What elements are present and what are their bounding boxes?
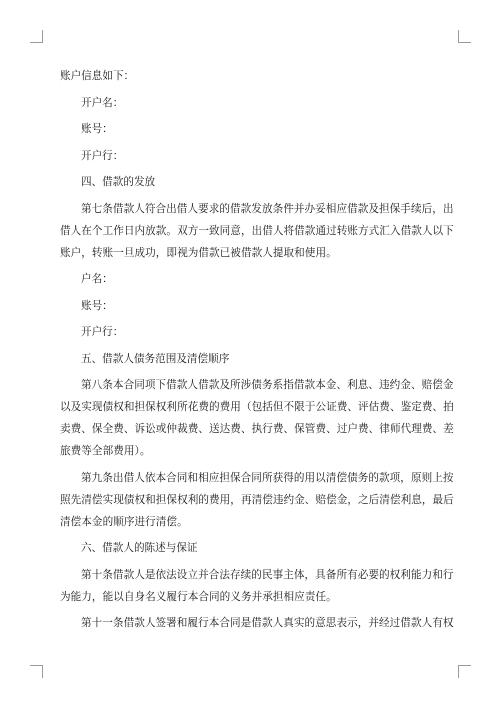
account2-name-label: 户名： [81, 273, 113, 285]
crop-mark-bottom-right [458, 665, 471, 678]
article10-line: 第十条借款人是依法设立并合法存续的民事主体，具备所有必要的权利能力和行 [81, 568, 454, 581]
account2-bank-label: 开户行： [81, 326, 124, 338]
article11-paragraph [60, 615, 454, 632]
crop-mark-top-right [458, 30, 471, 43]
article8-line: 旅费等全部费用）。 [60, 445, 151, 457]
article7-line: 第七条借款人符合出借人要求的借款发放条件并办妥相应借款及担保手续后，出 [81, 202, 454, 215]
article7-line: 账户，转账一旦成功，即视为借款已被借款人提取和使用。 [60, 246, 337, 259]
article7-line: 借人在个工作日内放款。双方一致同意，出借人将借款通过转账方式汇入借款人以下 [60, 224, 454, 237]
account1-bank-label: 开户行： [81, 149, 124, 162]
article8-paragraph [60, 377, 454, 460]
article9-line: 第九条出借人依本合同和相应担保合同所获得的用以清偿债务的款项，原则上按 [81, 471, 454, 484]
article7-paragraph [60, 201, 454, 262]
document-body [60, 68, 454, 632]
article11-line: 第十一条借款人签署和履行本合同是借款人真实的意思表示，并经过借款人有权 [81, 617, 454, 629]
article8-line: 以及实现债权和担保权利所花费的费用（包括但不限于公证费、评估费、鉴定费、拍 [60, 401, 454, 413]
section6-title: 六、借款人的陈述与保证 [81, 542, 198, 554]
article10-paragraph [60, 567, 454, 606]
article8-line: 第八条本合同项下借款人借款及所涉债务系指借款本金、利息、违约金、赔偿金 [81, 379, 454, 391]
account1-number-label: 账号： [81, 123, 113, 135]
article10-line: 为能力，能以自身名义履行本合同的义务并承担相应责任。 [60, 590, 337, 603]
crop-mark-top-left [30, 30, 43, 43]
account-info-intro: 账户信息如下： [60, 70, 135, 82]
article9-line: 照先清偿实现债权和担保权利的费用，再清偿违约金、赔偿金，之后清偿利息，最后 [60, 493, 454, 506]
account1-name-label: 开户名： [81, 96, 124, 109]
account2-number-label: 账号： [81, 299, 113, 312]
crop-mark-bottom-left [30, 665, 43, 678]
article9-paragraph [60, 470, 454, 531]
article9-line: 清偿本金的顺序进行清偿。 [60, 515, 188, 528]
article8-line: 卖费、保全费、诉讼或仲裁费、送达费、执行费、保管费、过户费、律师代理费、差 [60, 423, 454, 435]
section4-title: 四、借款的发放 [81, 176, 156, 188]
section5-title: 五、借款人债务范围及清偿顺序 [81, 352, 230, 365]
